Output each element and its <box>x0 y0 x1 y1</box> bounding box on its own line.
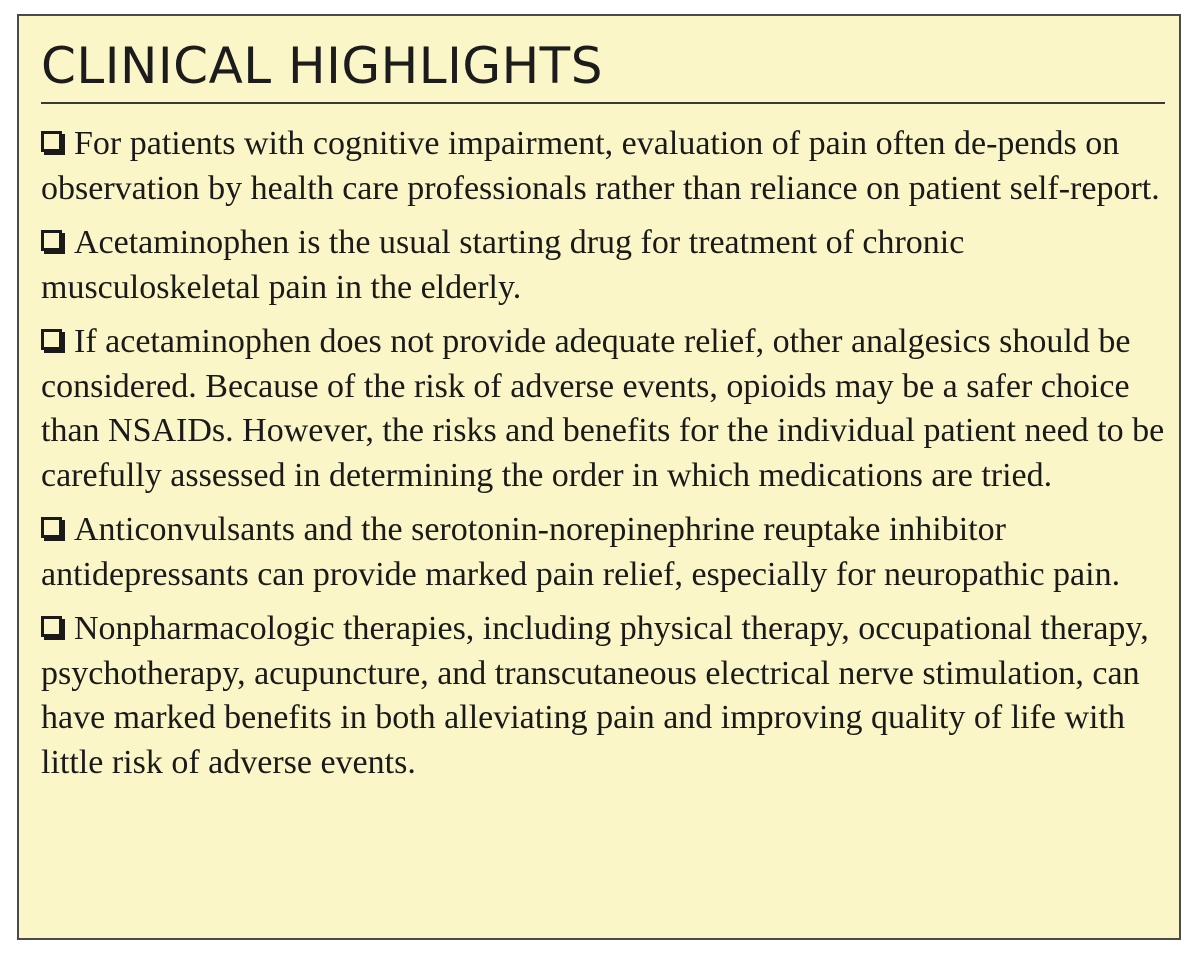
highlight-item <box>41 320 1167 498</box>
checkbox-icon <box>41 329 62 350</box>
highlight-item <box>41 607 1167 785</box>
highlight-item <box>41 122 1167 211</box>
title-divider <box>41 102 1165 104</box>
box-title: CLINICAL HIGHLIGHTS <box>41 37 603 95</box>
clinical-highlights-box <box>17 14 1181 940</box>
highlight-text: If acetaminophen does not provide adequate relief, other analgesics should be considered. Because of the risk of adverse events, opioids may be a safer choice than NSAIDs. However, the risks and benefits for the individual patient need to be carefully assessed in determining the order in which medications are tried. <box>41 323 1165 494</box>
highlight-item <box>41 221 1167 310</box>
checkbox-icon <box>41 517 62 538</box>
highlight-text: For patients with cognitive impairment, evaluation of pain often de-pends on observation by health care professionals rather than reliance on patient self-report. <box>41 125 1160 207</box>
highlight-item <box>41 508 1167 597</box>
checkbox-icon <box>41 230 62 251</box>
highlight-text: Nonpharmacologic therapies, including physical therapy, occupational therapy, psychotherapy, acupuncture, and transcutaneous electrical nerve stimulation, can have marked benefits in both alleviating pain and improving quality of life with little risk of adverse events. <box>41 610 1149 781</box>
highlight-text: Anticonvulsants and the serotonin-norepinephrine reuptake inhibitor antidepressants can provide marked pain relief, especially for neuropathic pain. <box>41 511 1121 593</box>
highlight-text: Acetaminophen is the usual starting drug for treatment of chronic musculoskeletal pain in the elderly. <box>41 224 965 306</box>
checkbox-icon <box>41 131 62 152</box>
highlights-list <box>41 122 1167 795</box>
checkbox-icon <box>41 616 62 637</box>
